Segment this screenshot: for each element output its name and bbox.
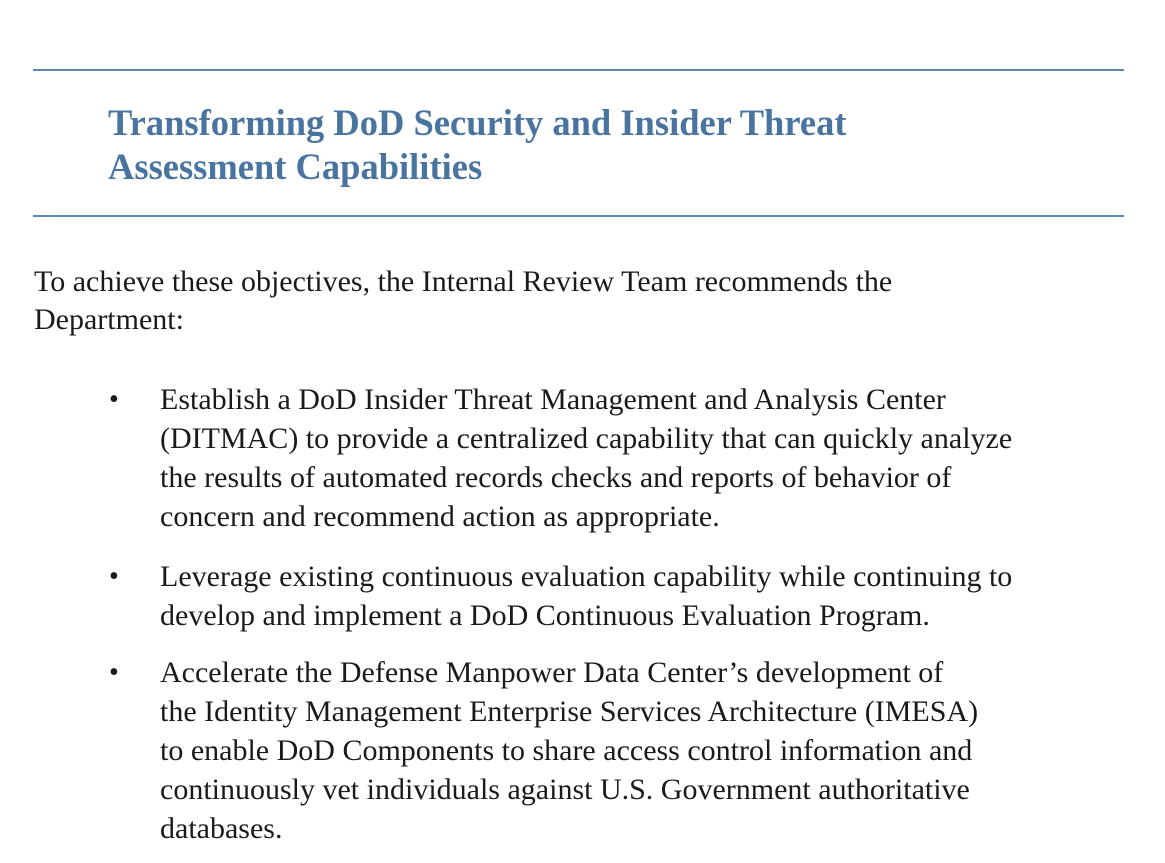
text-line: the results of automated records checks and reports of behavior of [160, 461, 952, 494]
text-line: Accelerate the Defense Manpower Data Center’s development of [160, 656, 944, 689]
text-line: Leverage existing continuous evaluation capability while continuing to [160, 560, 1013, 593]
intro-line-1: To achieve these objectives, the Internal Review Team recommends the [34, 265, 893, 298]
bullet-icon: • [109, 561, 119, 592]
text-line: databases. [160, 812, 283, 845]
recommendation-text [160, 380, 1012, 536]
bullet-icon: • [109, 657, 119, 688]
text-line: (DITMAC) to provide a centralized capability that can quickly analyze [160, 422, 1013, 455]
text-line: to enable DoD Components to share access control information and [160, 734, 973, 767]
section-heading [108, 101, 847, 189]
text-line: Establish a DoD Insider Threat Management and Analysis Center [160, 383, 946, 416]
bottom-divider [33, 215, 1124, 217]
text-line: continuously vet individuals against U.S. Government authoritative [160, 773, 970, 806]
bullet-icon: • [109, 384, 119, 415]
intro-paragraph [34, 263, 892, 339]
text-line: concern and recommend action as appropriate. [160, 500, 720, 533]
recommendation-text [160, 653, 978, 848]
top-divider [33, 69, 1124, 71]
text-line: develop and implement a DoD Continuous Evaluation Program. [160, 599, 930, 632]
intro-line-2: Department: [34, 303, 184, 336]
heading-line-1: Transforming DoD Security and Insider Threat [108, 102, 847, 143]
text-line: the Identity Management Enterprise Services Architecture (IMESA) [160, 695, 979, 728]
recommendation-text [160, 557, 1012, 635]
heading-line-2: Assessment Capabilities [108, 146, 483, 187]
